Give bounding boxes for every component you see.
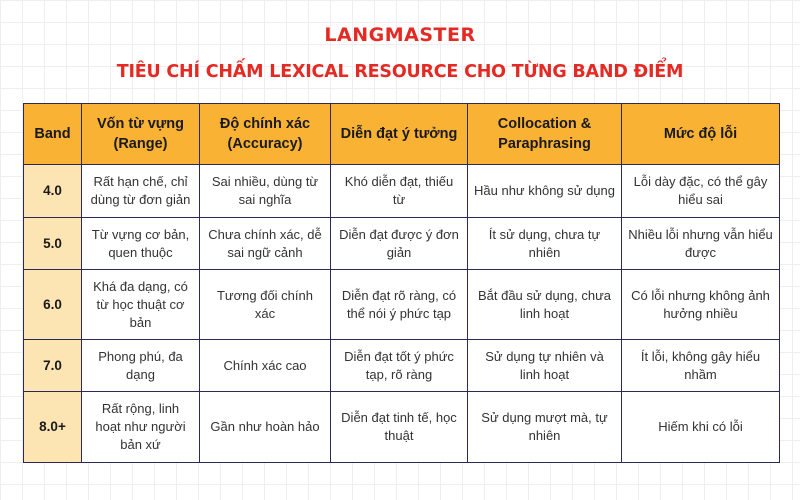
table-cell: Từ vựng cơ bản, quen thuộc	[82, 218, 200, 270]
table-cell: Ít sử dụng, chưa tự nhiên	[468, 218, 622, 270]
header-collocation-paraphrasing: Collocation & Paraphrasing	[468, 104, 622, 165]
header-error-level: Mức độ lỗi	[622, 104, 780, 165]
table-cell: Rất rộng, linh hoạt như người bản xứ	[82, 392, 200, 463]
band-cell: 5.0	[24, 218, 82, 270]
table-cell: Bắt đầu sử dụng, chưa linh hoạt	[468, 270, 622, 340]
band-cell: 6.0	[24, 270, 82, 340]
table-cell: Sử dụng mượt mà, tự nhiên	[468, 392, 622, 463]
langmaster-logo: LANGMASTER	[324, 24, 476, 46]
lexical-resource-table	[23, 103, 780, 463]
table-cell: Khá đa dạng, có từ học thuật cơ bản	[82, 270, 200, 340]
table-cell: Diễn đạt tốt ý phức tạp, rõ ràng	[331, 340, 468, 392]
table-cell: Chính xác cao	[200, 340, 331, 392]
header-accuracy: Độ chính xác (Accuracy)	[200, 104, 331, 165]
table-row	[24, 340, 780, 392]
band-cell: 4.0	[24, 165, 82, 218]
band-cell: 7.0	[24, 340, 82, 392]
table-cell: Lỗi dày đặc, có thể gây hiểu sai	[622, 165, 780, 218]
band-cell: 8.0+	[24, 392, 82, 463]
table-cell: Hiếm khi có lỗi	[622, 392, 780, 463]
table-row	[24, 392, 780, 463]
table-cell: Diễn đạt rõ ràng, có thể nói ý phức tạp	[331, 270, 468, 340]
page-title: TIÊU CHÍ CHẤM LEXICAL RESOURCE CHO TỪNG BAND ĐIỂM	[116, 62, 684, 82]
table-cell: Phong phú, đa dạng	[82, 340, 200, 392]
table-cell: Nhiều lỗi nhưng vẫn hiểu được	[622, 218, 780, 270]
table-cell: Có lỗi nhưng không ảnh hưởng nhiều	[622, 270, 780, 340]
table-cell: Sai nhiều, dùng từ sai nghĩa	[200, 165, 331, 218]
header-range: Vốn từ vựng (Range)	[82, 104, 200, 165]
table-header-row	[24, 104, 780, 165]
header-idea-expression: Diễn đạt ý tưởng	[331, 104, 468, 165]
table-cell: Hầu như không sử dụng	[468, 165, 622, 218]
table-cell: Ít lỗi, không gây hiểu nhầm	[622, 340, 780, 392]
table-cell: Gần như hoàn hảo	[200, 392, 331, 463]
table-cell: Sử dụng tự nhiên và linh hoạt	[468, 340, 622, 392]
table-cell: Rất hạn chế, chỉ dùng từ đơn giản	[82, 165, 200, 218]
header-band: Band	[24, 104, 82, 165]
table-cell: Diễn đạt được ý đơn giản	[331, 218, 468, 270]
table-cell: Diễn đạt tinh tế, học thuật	[331, 392, 468, 463]
table-row	[24, 270, 780, 340]
table-cell: Chưa chính xác, dễ sai ngữ cảnh	[200, 218, 331, 270]
table-cell: Khó diễn đạt, thiếu từ	[331, 165, 468, 218]
table-row	[24, 218, 780, 270]
table-cell: Tương đối chính xác	[200, 270, 331, 340]
table-row	[24, 165, 780, 218]
